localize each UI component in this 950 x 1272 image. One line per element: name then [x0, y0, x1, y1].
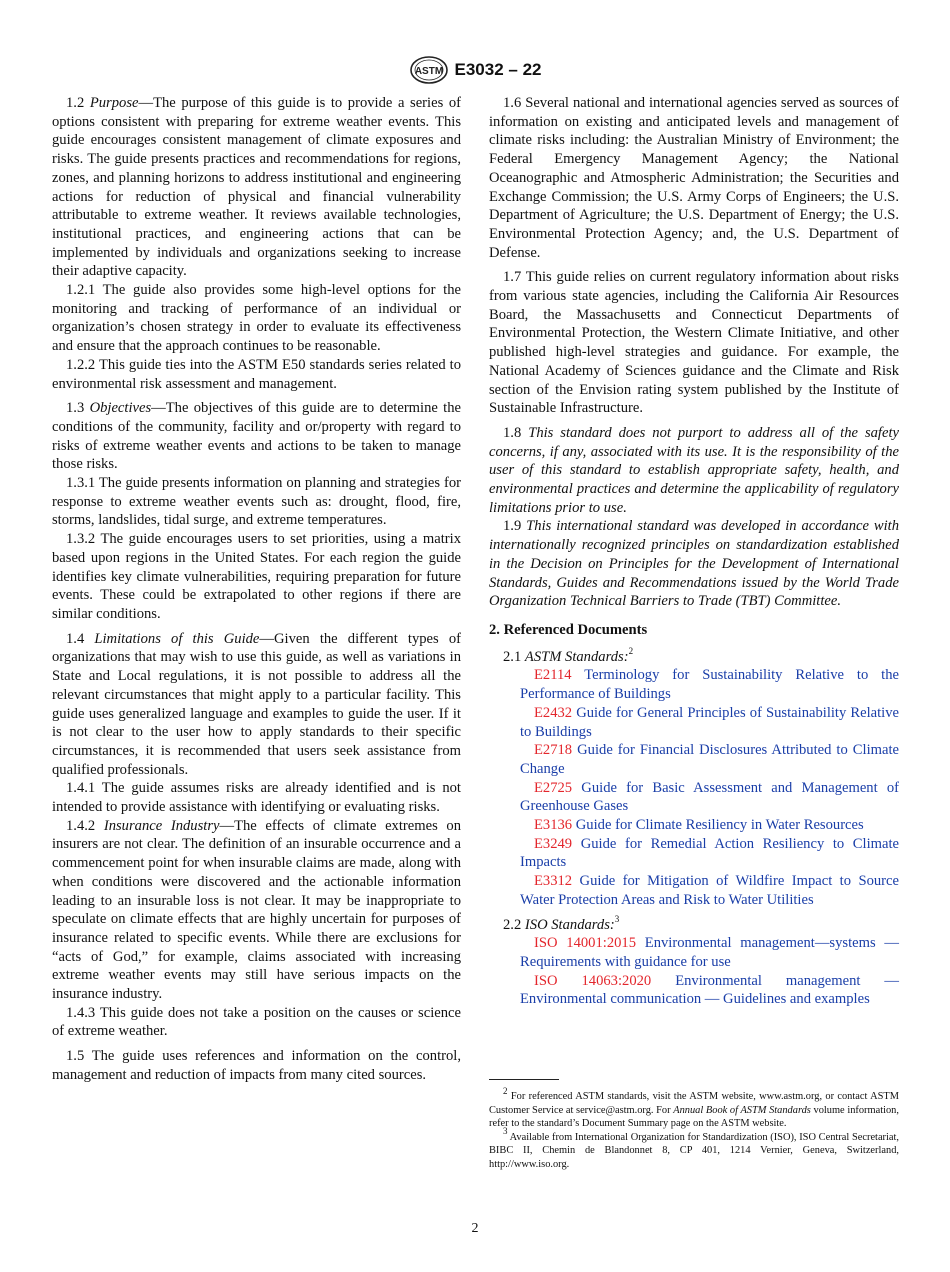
footnote-divider	[489, 1079, 559, 1080]
reference-link[interactable]: E2432 Guide for General Principles of Sustainability Relative to Buildings	[520, 704, 899, 740]
paragraph-1-2-1: 1.2.1 The guide also provides some high-level options for the monitoring and tracking of performance of an individual or organization’s chosen strategy in order to evaluate its effectiveness and ensure that the approach continues to be reasonable.	[52, 282, 461, 355]
paragraph-1-6: 1.6 Several national and international agencies served as sources of information on existing and anticipated levels and management of climate risks including: the Australian Ministry of Environment; the Federal Emergency Management Agency; the National Oceanographic and Atmospheric Administration; the Securities and Exchange Commission; the U.S. Army Corps of Engineers; the U.S. Department of Agriculture; the U.S. Department of Energy; the U.S. Environmental Protection Agency; and, the U.S. Department of Defense.	[489, 95, 899, 261]
subsection-2-1: 2.1 ASTM Standards:$^2$	[503, 645, 634, 665]
paragraph-1-4-3: 1.4.3 This guide does not take a position on the causes or science of extreme weather.	[52, 1004, 461, 1040]
subsection-2-2: 2.2 ISO Standards:$^3$	[503, 913, 620, 933]
reference-link[interactable]: E2114 Terminology for Sustainability Relative to the Performance of Buildings	[520, 667, 899, 703]
reference-link[interactable]: E3312 Guide for Mitigation of Wildfire Impact to Source Water Protection Areas and Risk to Water Utilities	[520, 873, 899, 908]
left-column	[52, 94, 461, 1085]
astm-reference-list	[489, 666, 899, 909]
paragraph-1-4-1: 1.4.1 The guide assumes risks are already identified and is not intended to provide assistance with identifying or evaluating risks.	[52, 780, 461, 816]
paragraph-1-5: 1.5 The guide uses references and information on the control, management and reduction of impacts from many cited sources.	[52, 1048, 461, 1083]
paragraph-1-3: 1.3 Objectives—The objectives of this guide are to determine the conditions of the community, facility and or/property with regard to risks of extreme weather events and actions to be taken to manage those risks.	[52, 400, 461, 473]
page-header	[0, 56, 950, 84]
right-column	[489, 94, 899, 1009]
paragraph-1-4-2: 1.4.2 Insurance Industry—The effects of climate extremes on insurers are not clear. The definition of an insurable occurrence and a commencement point for when insurable claims are made, along with when conditions were discovered and the actionable information leading to an insurable loss is not clear. It may be inappropriate to speculate on climate effects that are highly uncertain for purposes of insurance related to specific events. While there are exclusions for “acts of God,” for example, claims associated with increasing extreme weather events may still have serious impacts on the insurance industry.	[52, 817, 461, 1003]
paragraph-1-3-1: 1.3.1 The guide presents information on planning and strategies for response to extreme weather events such as: drought, flood, fire, storms, landslides, tidal surge, and extreme temperatures.	[52, 475, 461, 529]
paragraph-1-2-2: 1.2.2 This guide ties into the ASTM E50 standards series related to environmental risk assessment and management.	[52, 356, 461, 392]
reference-link[interactable]: ISO 14001:2015 Environmental management—systems — Requirements with guidance for use	[520, 935, 899, 970]
reference-link[interactable]: ISO 14063:2020 Environmental management — Environmental communication — Guidelines and examples	[520, 972, 899, 1008]
reference-link[interactable]: E2725 Guide for Basic Assessment and Management of Greenhouse Gases	[520, 779, 899, 815]
reference-link[interactable]: E3136 Guide for Climate Resiliency in Water Resources	[534, 817, 864, 834]
paragraph-1-4: 1.4 Limitations of this Guide—Given the different types of organizations that may wish to use this guide, as well as variations in State and Local regulations, it is not possible to address all the relevant circumstances that might apply to a particular facility. This guide uses generalized language and examples to guide the user. If it is not clear to the user how to apply standards to their specific circumstances, it is recommended that users seek assistance from qualified professionals.	[52, 630, 461, 778]
paragraph-1-7: 1.7 This guide relies on current regulatory information about risks from various state agencies, including the California Air Resources Board, the Massachusetts and Connecticut Departments of Environmental Protection, the Western Climate Initiative, and other published high-level strategies and guidance. For example, the National Academy of Sciences guidance and the Climate and Risk section of the Envision rating system published by the Institute of Sustainable Infrastructure.	[489, 269, 899, 417]
page-number: 2	[471, 1221, 479, 1236]
footnotes	[489, 1079, 899, 1172]
astm-logo	[409, 56, 449, 84]
iso-reference-list	[489, 934, 899, 1009]
paragraph-1-9: 1.9 This international standard was developed in accordance with internationally recognized principles on standardization established in the Decision on Principles for the Development of International Standards, Guides and Recommendations issued by the World Trade Organization Technical Barriers to Trade (TBT) Committee.	[489, 518, 900, 610]
astm-logo-text: ASTM	[414, 66, 443, 77]
section-2-title: 2. Referenced Documents	[489, 621, 648, 638]
footnote-3: $^3$ Available from International Organization for Standardization (ISO), ISO Central Secretariat, BIBC II, Chemin de Blandonnet 8, CP 401, 1214 Vernier, Geneva, Switzerland, http://www.iso.org.	[489, 1126, 900, 1170]
paragraph-1-8: 1.8 This standard does not purport to address all of the safety concerns, if any, associated with its use. It is the responsibility of the user of this standard to establish appropriate safety, health, and environmental practices and determine the applicability of regulatory limitations prior to use.	[489, 424, 899, 516]
footnote-2: $^2$ For referenced ASTM standards, visit the ASTM website, www.astm.org, or contact ASTM Customer Service at service@astm.org. For Annual Book of ASTM Standards volume information, refer to the standard’s Document Summary page on the ASTM website.	[489, 1085, 899, 1130]
reference-link[interactable]: E2718 Guide for Financial Disclosures Attributed to Climate Change	[520, 742, 899, 777]
paragraph-1-2: 1.2 Purpose—The purpose of this guide is to provide a series of options consistent with preparing for extreme weather events. This guide encourages consistent management of climate exposures and risks. The guide presents practices and recommendations for regions, zones, and planning horizons to address institutional and engineering actions for reduction of physical and financial vulnerability attributable to extreme weather. It reviews available technologies, institutional practices, and engineering actions that can be implemented by individuals and organizations seeking to increase their adaptive capacity.	[52, 95, 461, 280]
document-code: E3032 – 22	[454, 60, 542, 79]
paragraph-1-3-2: 1.3.2 The guide encourages users to set priorities, using a matrix based upon regions in the United States. For each region the guide identifies key climate vulnerabilities, requiring preparation for future events. These could be extrapolated to other regions if there are similar conditions.	[52, 531, 461, 622]
reference-link[interactable]: E3249 Guide for Remedial Action Resiliency to Climate Impacts	[520, 835, 899, 871]
